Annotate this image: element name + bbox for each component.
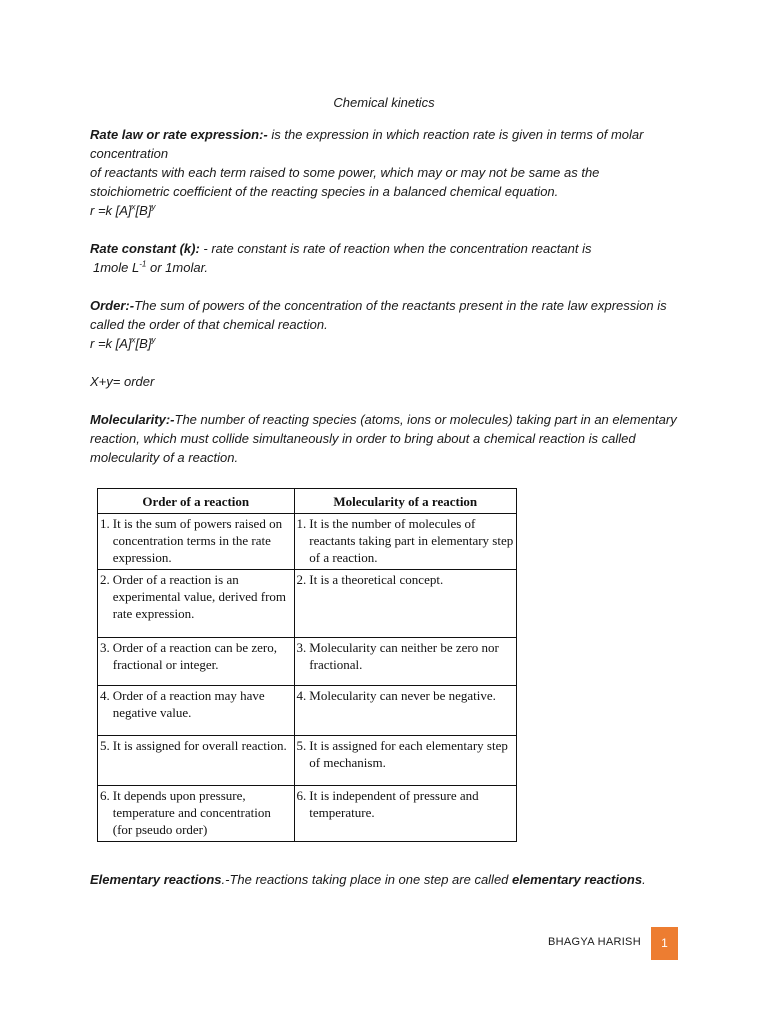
rate-constant-paragraph [90,239,680,277]
page-number-badge: 1 [651,927,678,960]
elementary-term: Elementary reactions [90,872,222,887]
rate-law-text: is the expression in which reaction rate is given in terms of molar concentration [90,127,644,161]
rate-constant-definition: Rate constant (k): - rate constant is rate of reaction when the concentration reactant is [90,241,592,256]
page-title: Chemical kinetics [333,95,435,110]
table-cell: 6. It is independent of pressure and temperature. [294,786,516,842]
table-cell: 5. It is assigned for each elementary step of mechanism. [294,736,516,786]
table-cell: 2. It is a theoretical concept. [294,570,516,638]
order-term: Order:- [90,298,135,313]
table-cell: 5. It is assigned for overall reaction. [98,736,295,786]
elementary-paragraph: Elementary reactions.-The reactions taking place in one step are called elementary reactions. [90,872,646,887]
table-row [98,570,517,638]
table-header-row [98,489,517,514]
rate-law-continuation: of reactants with each term raised to some power, which may or may not be same as the stoichiometric coefficient of the reacting species in a balanced chemical equation. [90,165,600,199]
table-cell: 4. Order of a reaction may have negative value. [98,686,295,736]
table-cell: 2. Order of a reaction is an experimental value, derived from rate expression. [98,570,295,638]
molecularity-paragraph: Molecularity:-The number of reacting species (atoms, ions or molecules) taking part in an elementary reaction, which must collide simultaneously in order to bring about a chemical reaction is called molecularity of a reaction. [90,412,677,465]
table-cell: 3. Order of a reaction can be zero, fractional or integer. [98,638,295,686]
elementary-term-2: elementary reactions [512,872,643,887]
table-row [98,514,517,570]
table-row [98,786,517,842]
table-cell: 6. It depends upon pressure, temperature and concentration (for pseudo order) [98,786,295,842]
rate-law-formula: r =k $[A]^x[B]^y$ [90,202,156,218]
rate-constant-unit: 1mole $L^{-1}$ or 1molar. [93,259,209,275]
footer-author: BHAGYA HARISH [548,936,641,948]
rate-law-definition [90,125,680,163]
rate-constant-term: Rate constant (k): [90,241,200,256]
table-row [98,686,517,736]
rate-law-term: Rate law or rate expression:- [90,127,268,142]
order-paragraph [90,296,680,353]
table-cell: 4. Molecularity can never be negative. [294,686,516,736]
table-cell: 1. It is the sum of powers raised on concentration terms in the rate expression. [98,514,295,570]
header-molecularity: Molecularity of a reaction [294,489,516,514]
order-sum: X+y= order [90,374,155,389]
table-row [98,736,517,786]
molecularity-term: Molecularity:- [90,412,175,427]
header-order: Order of a reaction [98,489,295,514]
table-cell: 1. It is the number of molecules of reactants taking part in elementary step of a reaction. [294,514,516,570]
table-cell: 3. Molecularity can neither be zero nor fractional. [294,638,516,686]
rate-law-paragraph [90,125,680,220]
table-row [98,638,517,686]
order-vs-molecularity-table [97,488,517,842]
order-formula: r =k $[A]^x[B]^y$ [90,335,156,351]
order-definition: Order:-The sum of powers of the concentration of the reactants present in the rate law expression is called the order of that chemical reaction. [90,298,667,332]
